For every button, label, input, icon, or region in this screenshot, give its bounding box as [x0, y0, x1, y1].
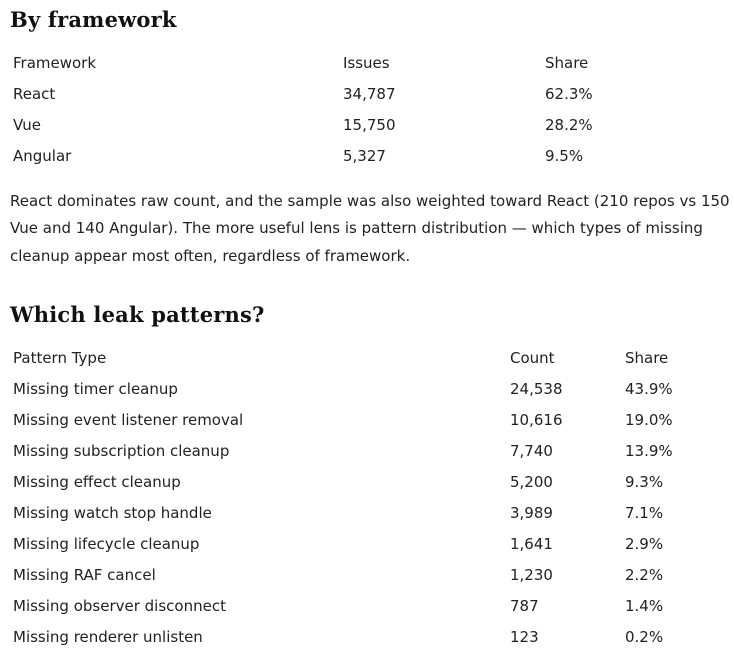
table-header-row [5, 47, 695, 78]
pattern-cell: Missing effect cleanup [13, 472, 181, 491]
count-cell: 5,200 [510, 472, 553, 491]
share-cell: 0.2% [625, 627, 664, 646]
table-row [5, 466, 725, 497]
count-cell: 10,616 [510, 410, 563, 429]
share-cell: 43.9% [625, 379, 673, 398]
pattern-cell: Missing timer cleanup [13, 379, 178, 398]
share-cell: 28.2% [545, 115, 593, 134]
issues-cell: 15,750 [343, 115, 396, 134]
pattern-cell: Missing subscription cleanup [13, 441, 230, 460]
count-cell: 24,538 [510, 379, 563, 398]
table-row [5, 621, 725, 652]
issues-cell: 5,327 [343, 146, 386, 165]
column-header: Share [545, 53, 589, 72]
share-cell: 62.3% [545, 84, 593, 103]
pattern-cell: Missing event listener removal [13, 410, 244, 429]
table-header-row [5, 342, 725, 373]
table-row [5, 435, 725, 466]
table-row [5, 404, 725, 435]
column-header: Share [625, 348, 669, 367]
pattern-cell: Missing renderer unlisten [13, 627, 203, 646]
share-cell: 9.5% [545, 146, 584, 165]
share-cell: 2.9% [625, 534, 664, 553]
count-cell: 3,989 [510, 503, 553, 522]
column-header: Count [510, 348, 555, 367]
issues-cell: 34,787 [343, 84, 396, 103]
framework-cell: React [13, 84, 56, 103]
share-cell: 13.9% [625, 441, 673, 460]
share-cell: 9.3% [625, 472, 664, 491]
patterns-table [5, 342, 725, 652]
section-heading-framework: By framework [10, 7, 177, 32]
count-cell: 1,230 [510, 565, 553, 584]
table-row [5, 497, 725, 528]
count-cell: 123 [510, 627, 539, 646]
table-row [5, 109, 695, 140]
share-cell: 2.2% [625, 565, 664, 584]
body-paragraph: React dominates raw count, and the sample was also weighted toward React (210 repos vs 150 Vue and 140 Angular). The more useful lens is pattern distribution — which types of missing cleanup appear most often, regardless of framework. [10, 192, 730, 265]
count-cell: 1,641 [510, 534, 553, 553]
pattern-cell: Missing watch stop handle [13, 503, 212, 522]
table-row [5, 559, 725, 590]
framework-table [5, 47, 695, 171]
column-header: Pattern Type [13, 348, 107, 367]
column-header: Framework [13, 53, 97, 72]
table-row [5, 140, 695, 171]
table-row [5, 373, 725, 404]
section-heading-patterns: Which leak patterns? [10, 302, 265, 327]
table-row [5, 528, 725, 559]
table-row [5, 590, 725, 621]
column-header: Issues [343, 53, 390, 72]
share-cell: 1.4% [625, 596, 664, 615]
share-cell: 19.0% [625, 410, 673, 429]
count-cell: 787 [510, 596, 539, 615]
table-row [5, 78, 695, 109]
pattern-cell: Missing RAF cancel [13, 565, 156, 584]
count-cell: 7,740 [510, 441, 553, 460]
pattern-cell: Missing observer disconnect [13, 596, 226, 615]
share-cell: 7.1% [625, 503, 664, 522]
framework-cell: Angular [13, 146, 72, 165]
framework-cell: Vue [13, 115, 41, 134]
pattern-cell: Missing lifecycle cleanup [13, 534, 200, 553]
